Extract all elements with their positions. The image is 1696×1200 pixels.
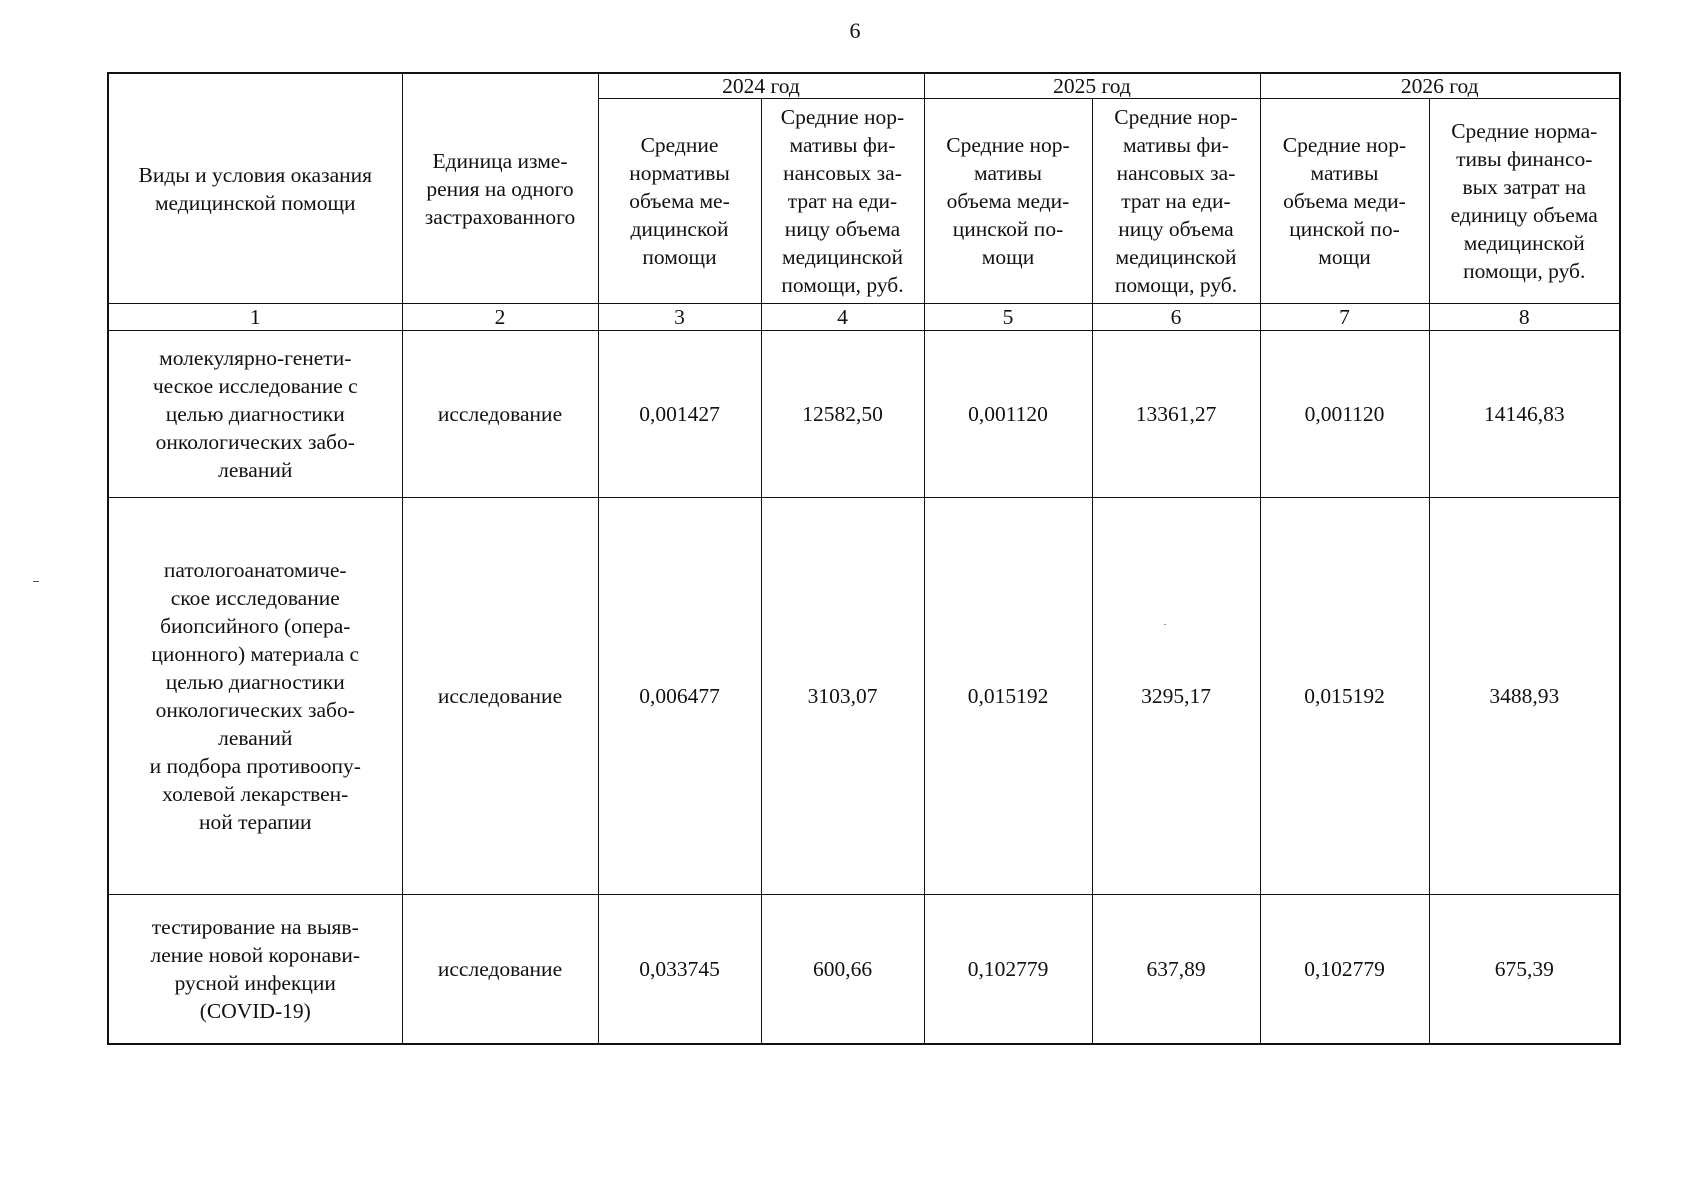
table-row [108,498,1620,895]
cost-2026-cell: 675,39 [1429,895,1620,1045]
volume-2026-cell: 0,015192 [1260,498,1429,895]
table-row [108,895,1620,1045]
cost-2026-cell: 3488,93 [1429,498,1620,895]
column-number: 4 [761,304,924,331]
header-2025-volume: Средние нор- мативы объема меди- цинской по- мощи [924,99,1092,304]
cost-2025-cell: 637,89 [1092,895,1260,1045]
column-number-row [108,304,1620,331]
column-number: 7 [1260,304,1429,331]
volume-2024-cell: 0,001427 [598,331,761,498]
volume-2026-cell: 0,102779 [1260,895,1429,1045]
care-type-cell: молекулярно-генети- ческое исследование с целью диагностики онкологических забо- леваний [108,331,402,498]
table-row [108,331,1620,498]
column-number: 5 [924,304,1092,331]
cost-2025-cell: 13361,27 [1092,331,1260,498]
unit-cell: исследование [402,331,598,498]
volume-2026-cell: 0,001120 [1260,331,1429,498]
cost-2024-cell: 3103,07 [761,498,924,895]
header-care-type: Виды и условия оказания медицинской помощи [108,73,402,304]
volume-2025-cell: 0,015192 [924,498,1092,895]
cost-2025-cell: 3295,17 [1092,498,1260,895]
unit-cell: исследование [402,498,598,895]
care-type-cell: патологоанатомиче- ское исследование биопсийного (опера- ционного) материала с целью диагностики онкологических забо- леваний и подбора противоопу- холевой лекарствен- ной терапии [108,498,402,895]
header-unit: Единица изме- рения на одного застрахованного [402,73,598,304]
header-row-years [108,73,1620,99]
page-number: 6 [849,18,861,43]
header-2024-cost: Средние нор- мативы фи- нансовых за- трат на еди- ницу объема медицинской помощи, руб. [761,99,924,304]
volume-2025-cell: 0,102779 [924,895,1092,1045]
header-year-2026: 2026 год [1260,73,1620,99]
header-2026-cost: Средние норма- тивы финансо- вых затрат на единицу объема медицинской помощи, руб. [1429,99,1620,304]
header-2024-volume: Средние нормативы объема ме- дицинской помощи [598,99,761,304]
cost-2024-cell: 600,66 [761,895,924,1045]
norms-table [107,72,1621,1045]
cost-2026-cell: 14146,83 [1429,331,1620,498]
column-number: 6 [1092,304,1260,331]
header-year-2024: 2024 год [598,73,924,99]
header-2026-volume: Средние нор- мативы объема меди- цинской по- мощи [1260,99,1429,304]
header-2025-cost: Средние нор- мативы фи- нансовых за- трат на еди- ницу объема медицинской помощи, руб. [1092,99,1260,304]
cost-2024-cell: 12582,50 [761,331,924,498]
column-number: 2 [402,304,598,331]
header-year-2025: 2025 год [924,73,1260,99]
column-number: 8 [1429,304,1620,331]
column-number: 1 [108,304,402,331]
unit-cell: исследование [402,895,598,1045]
care-type-cell: тестирование на выяв- ление новой коронави- русной инфекции (COVID-19) [108,895,402,1045]
volume-2025-cell: 0,001120 [924,331,1092,498]
scan-mark [33,581,39,582]
volume-2024-cell: 0,006477 [598,498,761,895]
volume-2024-cell: 0,033745 [598,895,761,1045]
column-number: 3 [598,304,761,331]
